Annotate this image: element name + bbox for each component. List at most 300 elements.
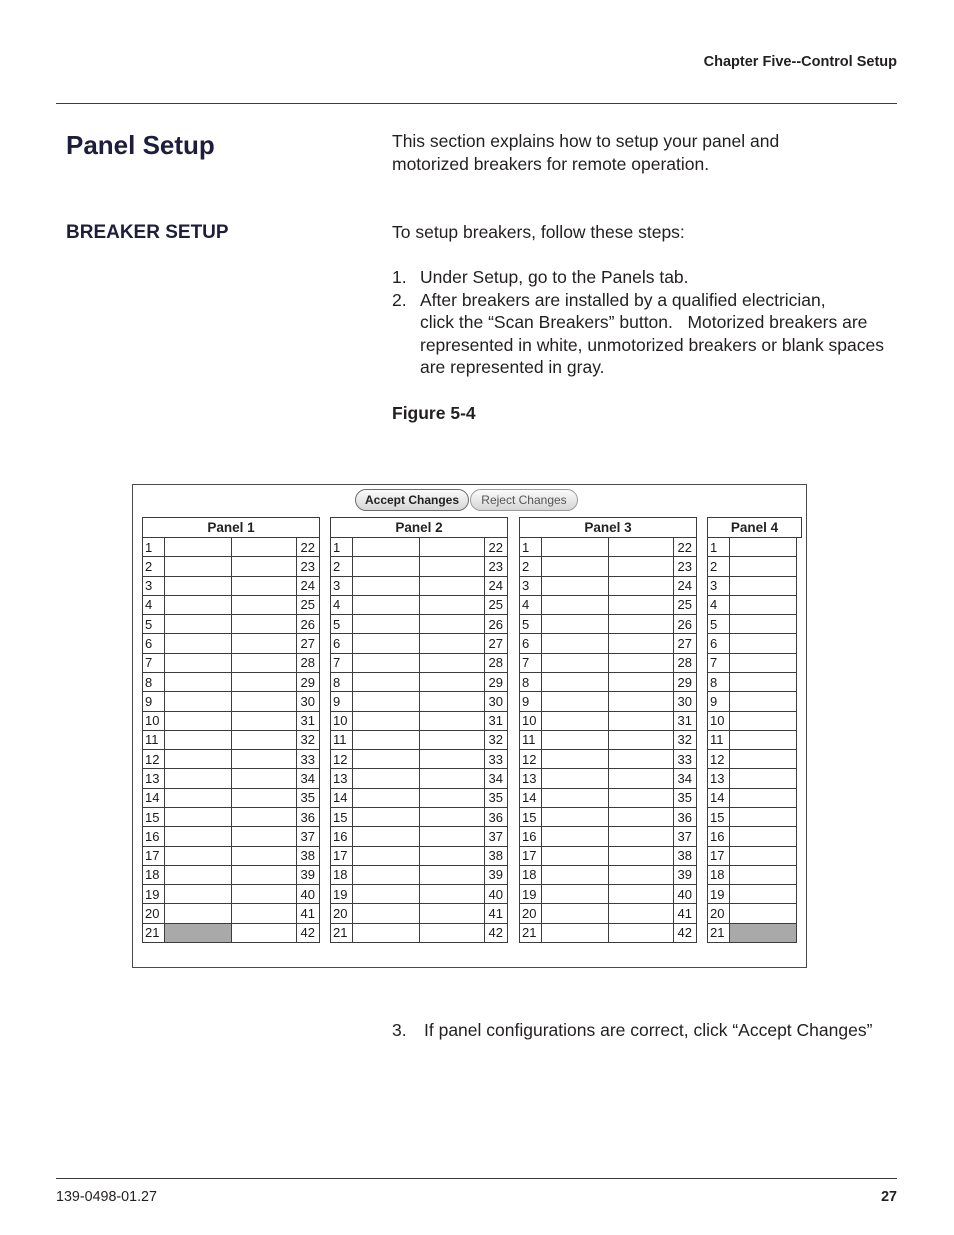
breaker-number: 11 <box>708 731 730 750</box>
breaker-number: 4 <box>708 596 730 615</box>
breaker-number: 17 <box>143 847 165 866</box>
motorized-breaker-slot <box>165 866 232 885</box>
breaker-number: 26 <box>674 615 697 634</box>
breaker-number: 21 <box>708 924 730 943</box>
breaker-number: 32 <box>674 731 697 750</box>
breaker-number: 9 <box>331 692 353 711</box>
motorized-breaker-slot <box>232 885 297 904</box>
breaker-number: 42 <box>674 924 697 943</box>
motorized-breaker-slot <box>542 634 609 653</box>
breaker-number: 31 <box>674 712 697 731</box>
motorized-breaker-slot <box>165 712 232 731</box>
breaker-number: 8 <box>143 673 165 692</box>
breaker-number: 17 <box>331 847 353 866</box>
breaker-number: 6 <box>331 634 353 653</box>
breaker-number: 26 <box>485 615 508 634</box>
motorized-breaker-slot <box>609 789 674 808</box>
motorized-breaker-slot <box>420 557 485 576</box>
step-text <box>420 266 689 289</box>
motorized-breaker-slot <box>730 692 797 711</box>
step-2 <box>392 289 884 379</box>
motorized-breaker-slot <box>542 847 609 866</box>
motorized-breaker-slot <box>353 538 420 557</box>
motorized-breaker-slot <box>420 769 485 788</box>
motorized-breaker-slot <box>232 789 297 808</box>
motorized-breaker-slot <box>542 654 609 673</box>
breaker-number: 19 <box>331 885 353 904</box>
breaker-number: 39 <box>485 866 508 885</box>
breaker-number: 4 <box>331 596 353 615</box>
motorized-breaker-slot <box>165 654 232 673</box>
step-text <box>420 289 884 379</box>
breaker-number: 1 <box>708 538 730 557</box>
step-line: After breakers are installed by a qualified electrician, <box>420 289 826 310</box>
breaker-number: 37 <box>297 827 320 846</box>
motorized-breaker-slot <box>232 673 297 692</box>
step-line: If panel configurations are correct, click “Accept Changes” <box>424 1020 873 1040</box>
motorized-breaker-slot <box>353 769 420 788</box>
breaker-number: 35 <box>485 789 508 808</box>
breaker-number: 19 <box>520 885 542 904</box>
motorized-breaker-slot <box>609 731 674 750</box>
breaker-number: 16 <box>331 827 353 846</box>
motorized-breaker-slot <box>609 538 674 557</box>
breaker-number: 33 <box>297 750 320 769</box>
footer-divider <box>56 1178 897 1179</box>
motorized-breaker-slot <box>420 654 485 673</box>
motorized-breaker-slot <box>730 789 797 808</box>
motorized-breaker-slot <box>353 615 420 634</box>
breaker-number: 6 <box>708 634 730 653</box>
motorized-breaker-slot <box>420 712 485 731</box>
motorized-breaker-slot <box>353 634 420 653</box>
motorized-breaker-slot <box>730 615 797 634</box>
breaker-number: 19 <box>143 885 165 904</box>
breaker-number: 34 <box>297 769 320 788</box>
motorized-breaker-slot <box>353 847 420 866</box>
breaker-number: 37 <box>485 827 508 846</box>
motorized-breaker-slot <box>730 769 797 788</box>
breaker-number: 10 <box>143 712 165 731</box>
motorized-breaker-slot <box>420 904 485 923</box>
motorized-breaker-slot <box>165 827 232 846</box>
breaker-number: 26 <box>297 615 320 634</box>
breaker-number: 23 <box>297 557 320 576</box>
breaker-number: 42 <box>297 924 320 943</box>
breaker-number: 20 <box>520 904 542 923</box>
breaker-number: 19 <box>708 885 730 904</box>
motorized-breaker-slot <box>420 750 485 769</box>
motorized-breaker-slot <box>353 731 420 750</box>
breaker-number: 22 <box>297 538 320 557</box>
breaker-number: 11 <box>520 731 542 750</box>
motorized-breaker-slot <box>232 924 297 943</box>
breaker-number: 41 <box>485 904 508 923</box>
panel-title: Panel 4 <box>707 517 802 538</box>
breaker-number: 3 <box>520 577 542 596</box>
motorized-breaker-slot <box>609 866 674 885</box>
breaker-number: 10 <box>708 712 730 731</box>
breaker-number: 15 <box>143 808 165 827</box>
motorized-breaker-slot <box>609 634 674 653</box>
motorized-breaker-slot <box>420 731 485 750</box>
breaker-number: 2 <box>331 557 353 576</box>
breaker-number: 23 <box>674 557 697 576</box>
breaker-number: 22 <box>485 538 508 557</box>
breaker-number: 32 <box>485 731 508 750</box>
breaker-number: 20 <box>331 904 353 923</box>
breaker-table <box>707 538 797 943</box>
motorized-breaker-slot <box>353 924 420 943</box>
motorized-breaker-slot <box>420 847 485 866</box>
motorized-breaker-slot <box>542 712 609 731</box>
motorized-breaker-slot <box>420 924 485 943</box>
breaker-number: 38 <box>297 847 320 866</box>
motorized-breaker-slot <box>353 596 420 615</box>
motorized-breaker-slot <box>730 577 797 596</box>
breaker-number: 17 <box>520 847 542 866</box>
motorized-breaker-slot <box>730 827 797 846</box>
breaker-number: 7 <box>331 654 353 673</box>
motorized-breaker-slot <box>542 557 609 576</box>
motorized-breaker-slot <box>353 885 420 904</box>
motorized-breaker-slot <box>165 789 232 808</box>
breaker-number: 16 <box>143 827 165 846</box>
breaker-number: 18 <box>708 866 730 885</box>
motorized-breaker-slot <box>542 885 609 904</box>
breaker-number: 30 <box>485 692 508 711</box>
page-number: 27 <box>881 1189 897 1205</box>
motorized-breaker-slot <box>730 904 797 923</box>
motorized-breaker-slot <box>420 827 485 846</box>
motorized-breaker-slot <box>353 904 420 923</box>
motorized-breaker-slot <box>165 557 232 576</box>
motorized-breaker-slot <box>542 692 609 711</box>
motorized-breaker-slot <box>420 634 485 653</box>
step-1 <box>392 266 884 289</box>
motorized-breaker-slot <box>542 827 609 846</box>
breaker-number: 13 <box>143 769 165 788</box>
breaker-number: 8 <box>708 673 730 692</box>
breaker-number: 18 <box>331 866 353 885</box>
breaker-number: 2 <box>520 557 542 576</box>
breaker-number: 12 <box>708 750 730 769</box>
breaker-number: 33 <box>485 750 508 769</box>
breaker-number: 14 <box>708 789 730 808</box>
motorized-breaker-slot <box>542 750 609 769</box>
motorized-breaker-slot <box>609 827 674 846</box>
motorized-breaker-slot <box>609 847 674 866</box>
motorized-breaker-slot <box>609 904 674 923</box>
motorized-breaker-slot <box>232 615 297 634</box>
breaker-number: 20 <box>143 904 165 923</box>
reject-changes-button[interactable]: Reject Changes <box>470 489 578 511</box>
motorized-breaker-slot <box>730 712 797 731</box>
chapter-header: Chapter Five--Control Setup <box>703 54 897 70</box>
breaker-number: 21 <box>143 924 165 943</box>
breaker-number: 41 <box>297 904 320 923</box>
motorized-breaker-slot <box>609 769 674 788</box>
motorized-breaker-slot <box>542 731 609 750</box>
breaker-number: 7 <box>143 654 165 673</box>
breaker-number: 29 <box>674 673 697 692</box>
breaker-number: 9 <box>520 692 542 711</box>
motorized-breaker-slot <box>353 789 420 808</box>
breaker-number: 12 <box>331 750 353 769</box>
breaker-number: 1 <box>143 538 165 557</box>
breaker-number: 39 <box>297 866 320 885</box>
panel-setup-figure <box>132 484 807 968</box>
motorized-breaker-slot <box>165 538 232 557</box>
motorized-breaker-slot <box>353 750 420 769</box>
breaker-number: 9 <box>143 692 165 711</box>
motorized-breaker-slot <box>232 827 297 846</box>
breaker-number: 14 <box>143 789 165 808</box>
setup-steps <box>392 266 884 379</box>
panel-title: Panel 3 <box>519 517 697 538</box>
breaker-number: 16 <box>520 827 542 846</box>
breaker-number: 29 <box>485 673 508 692</box>
breaker-number: 1 <box>520 538 542 557</box>
motorized-breaker-slot <box>730 885 797 904</box>
motorized-breaker-slot <box>165 673 232 692</box>
breaker-number: 23 <box>485 557 508 576</box>
motorized-breaker-slot <box>232 904 297 923</box>
motorized-breaker-slot <box>232 692 297 711</box>
breaker-number: 35 <box>297 789 320 808</box>
motorized-breaker-slot <box>609 808 674 827</box>
breaker-number: 40 <box>674 885 697 904</box>
motorized-breaker-slot <box>353 827 420 846</box>
motorized-breaker-slot <box>542 577 609 596</box>
breaker-number: 15 <box>520 808 542 827</box>
breaker-number: 25 <box>674 596 697 615</box>
breaker-number: 9 <box>708 692 730 711</box>
breaker-number: 31 <box>485 712 508 731</box>
panel-title: Panel 1 <box>142 517 320 538</box>
motorized-breaker-slot <box>232 538 297 557</box>
breaker-number: 37 <box>674 827 697 846</box>
motorized-breaker-slot <box>353 866 420 885</box>
breaker-number: 20 <box>708 904 730 923</box>
motorized-breaker-slot <box>420 615 485 634</box>
breaker-number: 40 <box>297 885 320 904</box>
motorized-breaker-slot <box>420 673 485 692</box>
breaker-number: 40 <box>485 885 508 904</box>
motorized-breaker-slot <box>353 673 420 692</box>
step-3 <box>392 1019 872 1042</box>
breaker-number: 2 <box>708 557 730 576</box>
motorized-breaker-slot <box>232 654 297 673</box>
breaker-number: 5 <box>143 615 165 634</box>
motorized-breaker-slot <box>542 904 609 923</box>
figure-label: Figure 5-4 <box>392 403 476 423</box>
motorized-breaker-slot <box>609 712 674 731</box>
breaker-table <box>519 538 697 943</box>
breaker-number: 36 <box>297 808 320 827</box>
motorized-breaker-slot <box>165 847 232 866</box>
breaker-number: 33 <box>674 750 697 769</box>
motorized-breaker-slot <box>542 789 609 808</box>
breaker-number: 12 <box>143 750 165 769</box>
motorized-breaker-slot <box>730 750 797 769</box>
breaker-number: 41 <box>674 904 697 923</box>
motorized-breaker-slot <box>232 577 297 596</box>
motorized-breaker-slot <box>232 731 297 750</box>
breaker-number: 15 <box>708 808 730 827</box>
step-line: click the “Scan Breakers” button. Motorized breakers are <box>420 312 868 332</box>
breaker-number: 10 <box>520 712 542 731</box>
motorized-breaker-slot <box>420 789 485 808</box>
breaker-number: 14 <box>520 789 542 808</box>
motorized-breaker-slot <box>420 577 485 596</box>
step-number: 3. <box>392 1020 407 1040</box>
motorized-breaker-slot <box>542 673 609 692</box>
breaker-number: 1 <box>331 538 353 557</box>
steps-lead: To setup breakers, follow these steps: <box>392 222 685 242</box>
accept-changes-button[interactable]: Accept Changes <box>355 489 469 511</box>
motorized-breaker-slot <box>609 673 674 692</box>
breaker-number: 6 <box>520 634 542 653</box>
motorized-breaker-slot <box>730 634 797 653</box>
motorized-breaker-slot <box>165 904 232 923</box>
motorized-breaker-slot <box>232 847 297 866</box>
breaker-number: 28 <box>674 654 697 673</box>
motorized-breaker-slot <box>730 673 797 692</box>
breaker-number: 31 <box>297 712 320 731</box>
motorized-breaker-slot <box>232 769 297 788</box>
motorized-breaker-slot <box>165 577 232 596</box>
motorized-breaker-slot <box>730 596 797 615</box>
breaker-number: 38 <box>674 847 697 866</box>
breaker-number: 5 <box>520 615 542 634</box>
breaker-number: 14 <box>331 789 353 808</box>
motorized-breaker-slot <box>730 538 797 557</box>
panel-title: Panel 2 <box>330 517 508 538</box>
breaker-number: 16 <box>708 827 730 846</box>
intro-paragraph <box>392 130 779 175</box>
motorized-breaker-slot <box>165 769 232 788</box>
breaker-number: 27 <box>674 634 697 653</box>
step-number: 2. <box>392 289 407 310</box>
breaker-number: 7 <box>708 654 730 673</box>
unmotorized-breaker-slot <box>165 924 232 943</box>
breaker-number: 4 <box>520 596 542 615</box>
breaker-number: 13 <box>520 769 542 788</box>
motorized-breaker-slot <box>353 654 420 673</box>
breaker-number: 28 <box>297 654 320 673</box>
motorized-breaker-slot <box>232 634 297 653</box>
breaker-number: 13 <box>331 769 353 788</box>
motorized-breaker-slot <box>232 866 297 885</box>
breaker-number: 18 <box>143 866 165 885</box>
motorized-breaker-slot <box>730 654 797 673</box>
breaker-number: 34 <box>674 769 697 788</box>
breaker-number: 35 <box>674 789 697 808</box>
motorized-breaker-slot <box>232 596 297 615</box>
breaker-number: 6 <box>143 634 165 653</box>
breaker-number: 38 <box>485 847 508 866</box>
breaker-number: 24 <box>674 577 697 596</box>
motorized-breaker-slot <box>420 808 485 827</box>
motorized-breaker-slot <box>730 557 797 576</box>
motorized-breaker-slot <box>542 769 609 788</box>
motorized-breaker-slot <box>232 712 297 731</box>
breaker-number: 30 <box>674 692 697 711</box>
breaker-number: 17 <box>708 847 730 866</box>
breaker-number: 2 <box>143 557 165 576</box>
breaker-number: 21 <box>331 924 353 943</box>
breaker-number: 39 <box>674 866 697 885</box>
breaker-number: 8 <box>520 673 542 692</box>
document-number: 139-0498-01.27 <box>56 1189 157 1205</box>
motorized-breaker-slot <box>730 808 797 827</box>
breaker-number: 32 <box>297 731 320 750</box>
breaker-number: 25 <box>297 596 320 615</box>
breaker-number: 36 <box>674 808 697 827</box>
motorized-breaker-slot <box>353 808 420 827</box>
motorized-breaker-slot <box>165 808 232 827</box>
motorized-breaker-slot <box>542 615 609 634</box>
breaker-number: 5 <box>708 615 730 634</box>
step-number: 1. <box>392 267 407 287</box>
breaker-number: 36 <box>485 808 508 827</box>
motorized-breaker-slot <box>730 847 797 866</box>
motorized-breaker-slot <box>542 596 609 615</box>
breaker-number: 24 <box>297 577 320 596</box>
motorized-breaker-slot <box>232 808 297 827</box>
breaker-table <box>330 538 508 943</box>
step-line: are represented in gray. <box>420 357 605 377</box>
motorized-breaker-slot <box>165 731 232 750</box>
unmotorized-breaker-slot <box>730 924 797 943</box>
breaker-number: 24 <box>485 577 508 596</box>
motorized-breaker-slot <box>232 557 297 576</box>
motorized-breaker-slot <box>420 885 485 904</box>
motorized-breaker-slot <box>609 596 674 615</box>
breaker-number: 22 <box>674 538 697 557</box>
breaker-number: 4 <box>143 596 165 615</box>
motorized-breaker-slot <box>232 750 297 769</box>
section-heading: BREAKER SETUP <box>66 222 229 243</box>
breaker-number: 8 <box>331 673 353 692</box>
step-line: represented in white, unmotorized breakers or blank spaces <box>420 334 884 355</box>
motorized-breaker-slot <box>420 692 485 711</box>
breaker-number: 25 <box>485 596 508 615</box>
motorized-breaker-slot <box>353 692 420 711</box>
breaker-number: 5 <box>331 615 353 634</box>
breaker-number: 10 <box>331 712 353 731</box>
breaker-number: 7 <box>520 654 542 673</box>
intro-line: This section explains how to setup your panel and <box>392 131 780 151</box>
page-title: Panel Setup <box>66 130 215 160</box>
motorized-breaker-slot <box>353 712 420 731</box>
motorized-breaker-slot <box>542 866 609 885</box>
breaker-number: 30 <box>297 692 320 711</box>
motorized-breaker-slot <box>353 577 420 596</box>
motorized-breaker-slot <box>609 924 674 943</box>
header-divider <box>56 103 897 104</box>
motorized-breaker-slot <box>165 750 232 769</box>
intro-line: motorized breakers for remote operation. <box>392 153 710 174</box>
motorized-breaker-slot <box>420 538 485 557</box>
breaker-number: 18 <box>520 866 542 885</box>
breaker-number: 28 <box>485 654 508 673</box>
breaker-number: 11 <box>331 731 353 750</box>
motorized-breaker-slot <box>165 885 232 904</box>
breaker-number: 27 <box>485 634 508 653</box>
breaker-number: 3 <box>708 577 730 596</box>
